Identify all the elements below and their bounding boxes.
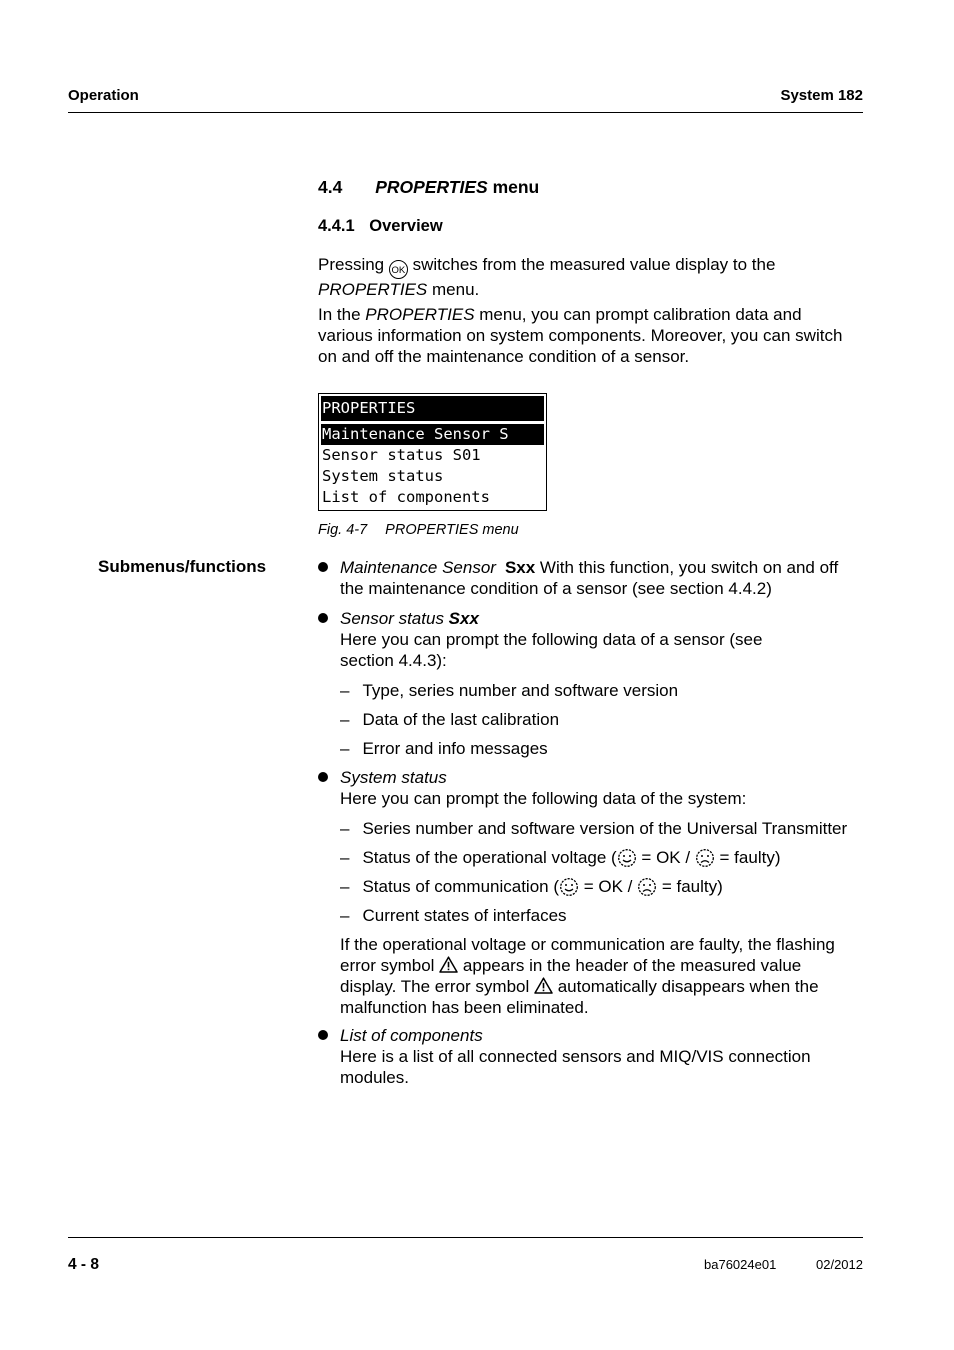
dash-text: = faulty) xyxy=(657,877,723,896)
footer-rule xyxy=(68,1237,863,1238)
smiley-ok-icon xyxy=(559,877,579,897)
warning-triangle-icon xyxy=(439,956,458,973)
intro-text-italic: PROPERTIES xyxy=(365,305,475,324)
bullet-maintenance xyxy=(340,557,838,599)
intro-text: Pressing xyxy=(318,255,389,274)
header-left: Operation xyxy=(68,87,139,104)
dash-item: – Status of the operational voltage ( = OK / = faulty) xyxy=(340,848,781,867)
error-symbol-paragraph xyxy=(340,934,835,1018)
figure-label: Fig. 4-7 xyxy=(318,522,368,538)
bullet-dot xyxy=(318,613,328,623)
lcd-title: PROPERTIES xyxy=(321,396,544,421)
header-rule xyxy=(68,112,863,113)
dash-item: – Current states of interfaces xyxy=(340,906,567,925)
doc-date: 02/2012 xyxy=(816,1257,863,1272)
section-number: 4.4 xyxy=(318,177,343,197)
dash-item: – Type, series number and software version xyxy=(340,681,679,700)
bullet-title: Maintenance Sensor xyxy=(340,558,496,577)
bullet-text: With this function, you switch on and off xyxy=(535,558,839,577)
para-text: display. The error symbol xyxy=(340,977,534,996)
dash-item: – Status of communication ( = OK / = faulty) xyxy=(340,877,723,896)
intro-paragraph-2 xyxy=(318,304,842,367)
smiley-ok-icon xyxy=(617,848,637,868)
bullet-text: Here is a list of all connected sensors and MIQ/VIS connection xyxy=(340,1047,811,1066)
bullet-sensor-status xyxy=(340,608,762,671)
section-title-italic: PROPERTIES xyxy=(375,177,488,197)
page-number: 4 - 8 xyxy=(68,1256,100,1273)
doc-number: ba76024e01 xyxy=(704,1257,777,1272)
lcd-menu-item-list-components[interactable]: List of components xyxy=(322,488,490,506)
intro-text-italic: PROPERTIES xyxy=(318,280,428,299)
para-text: If the operational voltage or communication are faulty, the flashing xyxy=(340,935,835,954)
header-right: System 182 xyxy=(780,87,863,104)
subsection-heading xyxy=(318,217,443,236)
subsection-title: Overview xyxy=(369,217,443,235)
subsection-number: 4.4.1 xyxy=(318,217,355,235)
para-text: malfunction has been eliminated. xyxy=(340,998,589,1017)
intro-text: menu. xyxy=(427,280,480,299)
bullet-title: List of components xyxy=(340,1026,483,1045)
dash-text: Data of the last calibration xyxy=(362,710,560,729)
ok-key-icon: OK xyxy=(389,260,408,279)
bullet-code: Sxx xyxy=(448,609,479,628)
bullet-code: Sxx xyxy=(504,558,536,577)
para-text: error symbol xyxy=(340,956,440,975)
bullet-dot xyxy=(318,562,328,572)
dash-text: Status of communication ( xyxy=(362,877,559,896)
intro-paragraph-1 xyxy=(318,254,775,300)
smiley-faulty-icon xyxy=(695,848,715,868)
smiley-faulty-icon xyxy=(637,877,657,897)
section-heading xyxy=(318,177,539,198)
dash-text: Series number and software version of the Universal Transmitter xyxy=(362,819,848,838)
dash-text: Current states of interfaces xyxy=(362,906,567,925)
lcd-menu-item-sensor-status[interactable]: Sensor status S01 xyxy=(322,446,481,464)
intro-text: menu, you can prompt calibration data and xyxy=(474,305,802,324)
dash-item: – Error and info messages xyxy=(340,739,548,758)
intro-text: various information on system components. Moreover, you can switch xyxy=(318,326,843,345)
intro-text: switches from the measured value display to the xyxy=(407,255,776,274)
figure-caption xyxy=(318,522,519,538)
bullet-text: modules. xyxy=(340,1068,409,1087)
dash-text: = OK / xyxy=(636,848,695,867)
dash-text: Type, series number and software version xyxy=(362,681,679,700)
lcd-menu-item-system-status[interactable]: System status xyxy=(322,467,444,485)
dash-text: = OK / xyxy=(579,877,638,896)
bullet-title: Sensor status xyxy=(340,609,449,628)
intro-text: In the xyxy=(318,305,366,324)
figure-text: PROPERTIES menu xyxy=(385,522,519,538)
bullet-text: Here you can prompt the following data of a sensor (see xyxy=(340,630,763,649)
bullet-dot xyxy=(318,1030,328,1040)
bullet-list-components xyxy=(340,1025,811,1088)
para-text: appears in the header of the measured value xyxy=(458,956,802,975)
bullet-text: Here you can prompt the following data of the system: xyxy=(340,789,747,808)
intro-text: on and off the maintenance condition of a sensor. xyxy=(318,347,690,366)
warning-triangle-icon xyxy=(534,977,553,994)
dash-item: – Series number and software version of the Universal Transmitter xyxy=(340,819,848,838)
dash-text: = faulty) xyxy=(714,848,781,867)
dash-text: Status of the operational voltage ( xyxy=(362,848,617,867)
bullet-text: the maintenance condition of a sensor (see section 4.4.2) xyxy=(340,579,772,598)
bullet-system-status xyxy=(340,767,746,809)
bullet-title: System status xyxy=(340,768,447,787)
dash-text: Error and info messages xyxy=(362,739,548,758)
dash-item: – Data of the last calibration xyxy=(340,710,560,729)
para-text: automatically disappears when the xyxy=(553,977,819,996)
lcd-display xyxy=(318,393,547,511)
bullet-text: section 4.4.3): xyxy=(340,651,447,670)
lcd-menu-item-maintenance[interactable]: Maintenance Sensor S xyxy=(321,424,544,445)
section-title-rest: menu xyxy=(487,177,540,197)
side-label: Submenus/functions xyxy=(98,557,267,576)
bullet-dot xyxy=(318,772,328,782)
